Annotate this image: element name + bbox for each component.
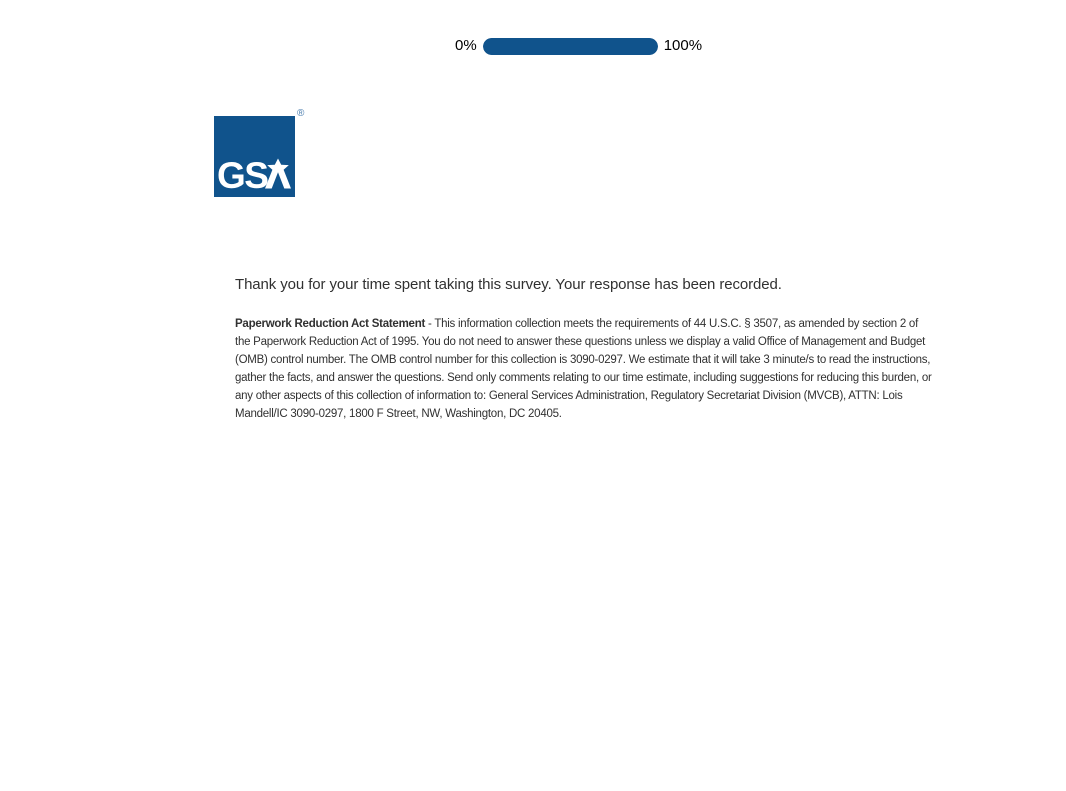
progress-bar-fill xyxy=(483,38,658,55)
thank-you-message: Thank you for your time spent taking this survey. Your response has been recorded. xyxy=(235,276,782,293)
progress-start-label: 0% xyxy=(455,37,477,54)
survey-progress xyxy=(455,36,702,56)
registered-trademark-symbol: ® xyxy=(297,108,305,119)
pra-statement-title: Paperwork Reduction Act Statement xyxy=(235,318,426,330)
progress-end-label: 100% xyxy=(663,37,703,54)
pra-statement xyxy=(235,315,932,423)
progress-bar-track xyxy=(483,38,658,55)
gsa-logo-graphic xyxy=(214,116,295,197)
pra-statement-body: - This information collection meets the requirements of 44 U.S.C. § 3507, as amended by section 2 of the Paperwork Reduction Act of 1995. You do not need to answer these questions unless we display a valid Office of Management and Budget (OMB) control number. The OMB control number for this collection is 3090-0297. We estimate that it will take 3 minute/s to read the instructions, gather the facts, and answer the questions. Send only comments relating to our time estimate, including suggestions for reducing this burden, or any other aspects of this collection of information to: General Services Administration, Regulatory Secretariat Division (MVCB), ATTN: Lois Mandell/IC 3090-0297, 1800 F Street, NW, Washington, DC 20405. xyxy=(235,318,932,420)
gsa-logo xyxy=(214,116,295,197)
gsa-logo-gs-text: GS xyxy=(217,155,268,196)
